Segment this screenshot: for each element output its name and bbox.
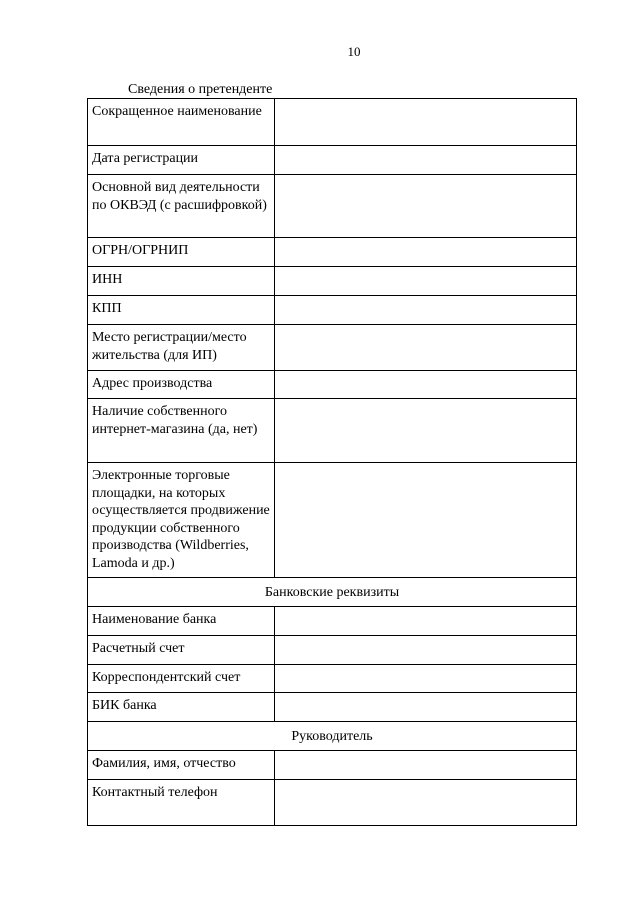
row-label-full-name: Фамилия, имя, отчество: [88, 751, 275, 780]
table-row: [88, 665, 577, 693]
value-field-online-store[interactable]: [275, 399, 577, 463]
row-label-ogrn: ОГРН/ОГРНИП: [88, 238, 275, 267]
row-label-online-store: Наличие собственного интернет-магазина (да, нет): [88, 399, 275, 463]
section-header-row: [88, 578, 577, 607]
table-row: [88, 296, 577, 325]
section-title-bank-details: Банковские реквизиты: [88, 578, 577, 607]
row-label-kpp: КПП: [88, 296, 275, 325]
value-field-registration-place[interactable]: [275, 325, 577, 371]
value-field-marketplaces[interactable]: [275, 463, 577, 578]
row-label-bank-name: Наименование банка: [88, 607, 275, 636]
table-row: [88, 175, 577, 238]
row-label-registration-place: Место регистрации/место жительства (для ИП): [88, 325, 275, 371]
row-label-checking-account: Расчетный счет: [88, 636, 275, 665]
table-row: [88, 146, 577, 175]
table-row: [88, 607, 577, 636]
row-label-marketplaces: Электронные торговые площадки, на которых осуществляется продвижение продукции собственного производства (Wildberries, Lamoda и др.): [88, 463, 275, 578]
applicant-info-table: [87, 98, 577, 826]
value-field-full-name[interactable]: [275, 751, 577, 780]
value-field-contact-phone[interactable]: [275, 780, 577, 826]
table-row: [88, 267, 577, 296]
value-field-okved[interactable]: [275, 175, 577, 238]
value-field-ogrn[interactable]: [275, 238, 577, 267]
row-label-contact-phone: Контактный телефон: [88, 780, 275, 826]
value-field-kpp[interactable]: [275, 296, 577, 325]
form-caption: Сведения о претенденте: [128, 82, 273, 97]
value-field-correspondent-account[interactable]: [275, 665, 577, 693]
table-row: [88, 238, 577, 267]
value-field-bik[interactable]: [275, 693, 577, 722]
table-row: [88, 636, 577, 665]
value-field-short-name[interactable]: [275, 99, 577, 146]
section-title-head: Руководитель: [88, 722, 577, 751]
table-row: [88, 99, 577, 146]
page-number: 10: [347, 44, 361, 59]
table-row: [88, 751, 577, 780]
row-label-production-address: Адрес производства: [88, 371, 275, 399]
row-label-okved: Основной вид деятельности по ОКВЭД (с расшифровкой): [88, 175, 275, 238]
row-label-correspondent-account: Корреспондентский счет: [88, 665, 275, 693]
value-field-bank-name[interactable]: [275, 607, 577, 636]
table-row: [88, 371, 577, 399]
value-field-inn[interactable]: [275, 267, 577, 296]
table-row: [88, 325, 577, 371]
table-row: [88, 693, 577, 722]
value-field-registration-date[interactable]: [275, 146, 577, 175]
row-label-inn: ИНН: [88, 267, 275, 296]
table-row: [88, 463, 577, 578]
table-row: [88, 399, 577, 463]
table-row: [88, 780, 577, 826]
row-label-registration-date: Дата регистрации: [88, 146, 275, 175]
row-label-bik: БИК банка: [88, 693, 275, 722]
value-field-checking-account[interactable]: [275, 636, 577, 665]
value-field-production-address[interactable]: [275, 371, 577, 399]
row-label-short-name: Сокращенное наименование: [88, 99, 275, 146]
section-header-row: [88, 722, 577, 751]
